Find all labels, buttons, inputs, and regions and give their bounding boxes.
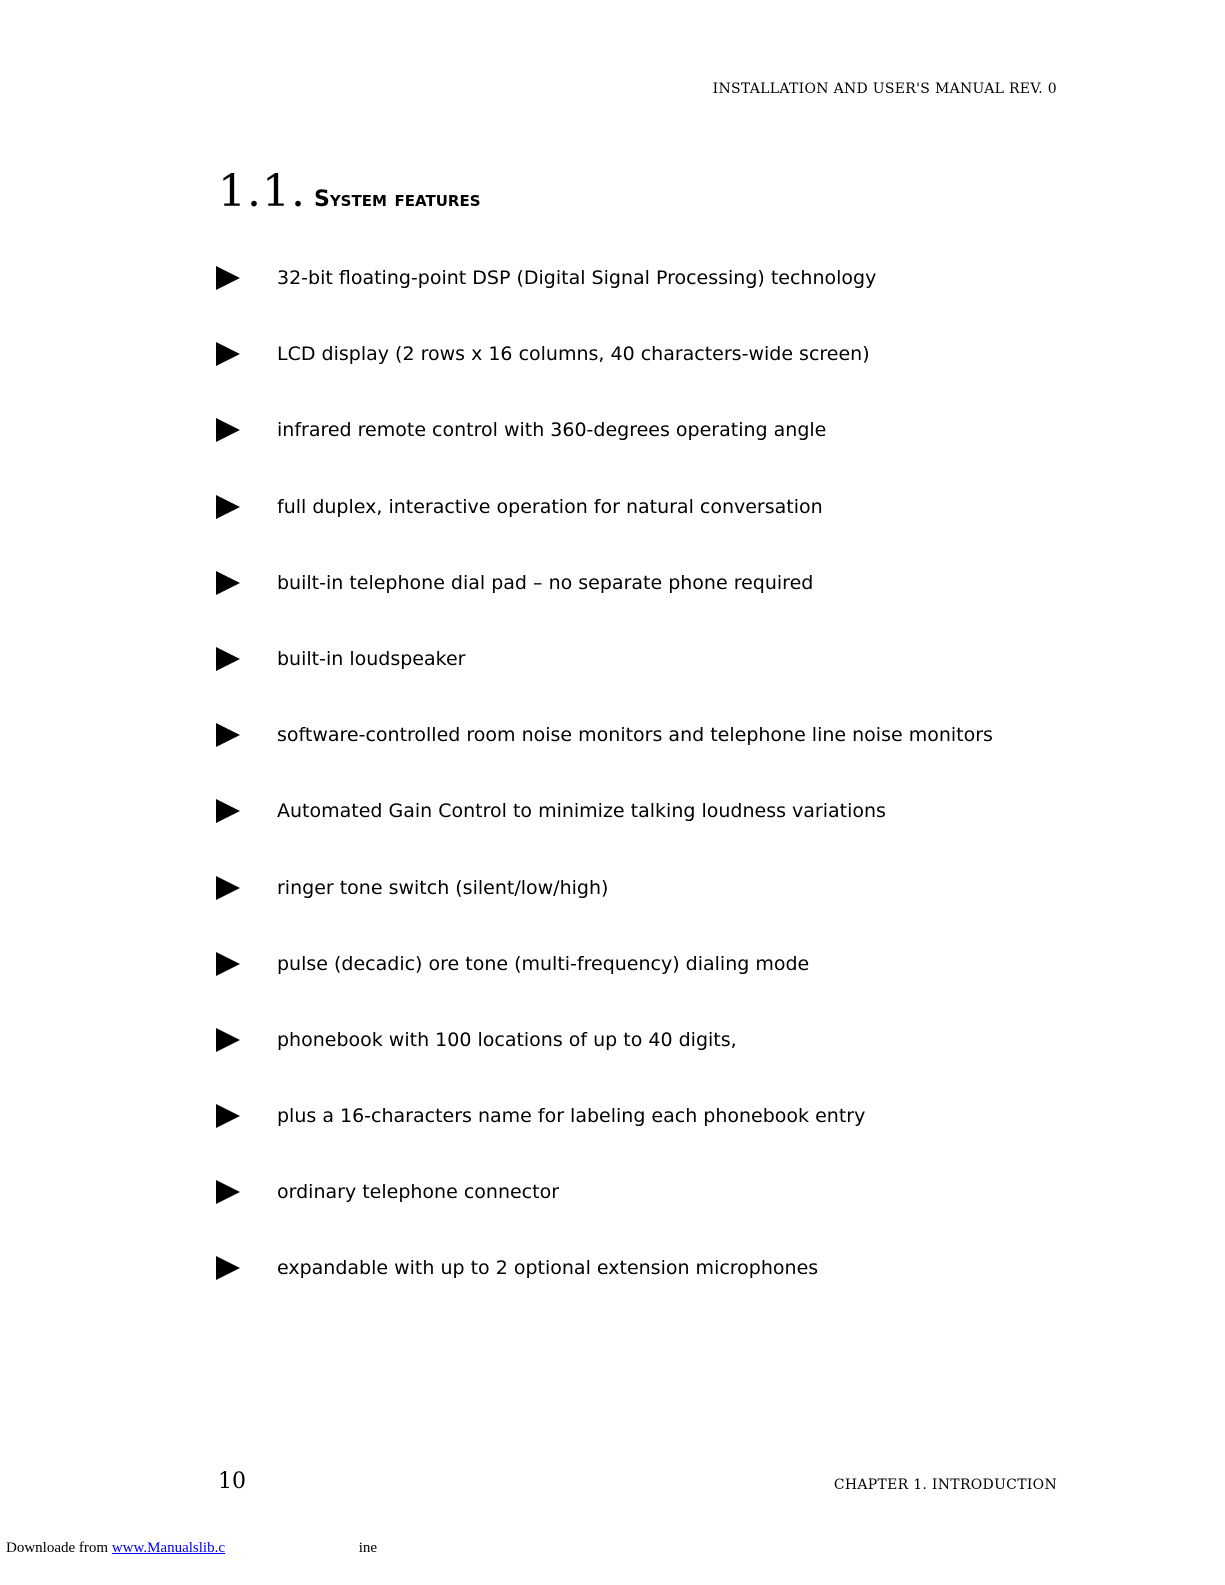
running-header: INSTALLATION AND USER'S MANUAL REV. 0 bbox=[712, 81, 1057, 97]
manualslib-link[interactable]: www.Manualslib.c bbox=[111, 1540, 225, 1556]
section-heading bbox=[218, 166, 481, 217]
page-number: 10 bbox=[218, 1469, 246, 1494]
section-title: System features bbox=[313, 187, 481, 212]
list-item bbox=[216, 872, 993, 948]
list-item bbox=[216, 414, 993, 490]
right-triangle-icon bbox=[216, 342, 240, 366]
feature-list bbox=[216, 262, 993, 1329]
list-item bbox=[216, 643, 993, 719]
right-triangle-icon bbox=[216, 799, 240, 823]
right-triangle-icon bbox=[216, 1028, 240, 1052]
feature-text: infrared remote control with 360-degrees operating angle bbox=[277, 419, 827, 442]
right-triangle-icon bbox=[216, 876, 240, 900]
feature-text: LCD display (2 rows x 16 columns, 40 characters-wide screen) bbox=[277, 343, 870, 366]
section-number: 1.1. bbox=[218, 166, 306, 217]
right-triangle-icon bbox=[216, 418, 240, 442]
feature-text: plus a 16-characters name for labeling each phonebook entry bbox=[277, 1105, 866, 1128]
list-item bbox=[216, 719, 993, 795]
feature-text: Automated Gain Control to minimize talking loudness variations bbox=[277, 800, 886, 823]
list-item bbox=[216, 262, 993, 338]
feature-text: pulse (decadic) ore tone (multi-frequency) dialing mode bbox=[277, 952, 810, 975]
right-triangle-icon bbox=[216, 571, 240, 595]
list-item bbox=[216, 1252, 993, 1328]
running-footer: CHAPTER 1. INTRODUCTION bbox=[833, 1477, 1057, 1493]
list-item bbox=[216, 491, 993, 567]
list-item bbox=[216, 567, 993, 643]
download-watermark bbox=[6, 1540, 377, 1557]
right-triangle-icon bbox=[216, 1104, 240, 1128]
list-item bbox=[216, 1176, 993, 1252]
right-triangle-icon bbox=[216, 723, 240, 747]
feature-text: phonebook with 100 locations of up to 40 digits, bbox=[277, 1028, 737, 1051]
right-triangle-icon bbox=[216, 1256, 240, 1280]
feature-text: ordinary telephone connector bbox=[277, 1181, 560, 1204]
download-suffix: ine bbox=[358, 1540, 378, 1556]
list-item bbox=[216, 795, 993, 871]
feature-text: full duplex, interactive operation for natural conversation bbox=[277, 495, 823, 518]
right-triangle-icon bbox=[216, 952, 240, 976]
feature-text: ringer tone switch (silent/low/high) bbox=[277, 876, 609, 899]
right-triangle-icon bbox=[216, 266, 240, 290]
feature-text: 32-bit floating-point DSP (Digital Signal Processing) technology bbox=[277, 267, 877, 289]
list-item bbox=[216, 948, 993, 1024]
feature-text: built-in loudspeaker bbox=[277, 647, 466, 670]
list-item bbox=[216, 1024, 993, 1100]
right-triangle-icon bbox=[216, 647, 240, 671]
download-prefix: Downloade from bbox=[6, 1540, 109, 1556]
feature-text: built-in telephone dial pad – no separate phone required bbox=[277, 571, 814, 594]
list-item bbox=[216, 338, 993, 414]
feature-text: software-controlled room noise monitors and telephone line noise monitors bbox=[277, 724, 993, 747]
right-triangle-icon bbox=[216, 495, 240, 519]
list-item bbox=[216, 1100, 993, 1176]
right-triangle-icon bbox=[216, 1180, 240, 1204]
feature-text: expandable with up to 2 optional extension microphones bbox=[277, 1257, 819, 1280]
